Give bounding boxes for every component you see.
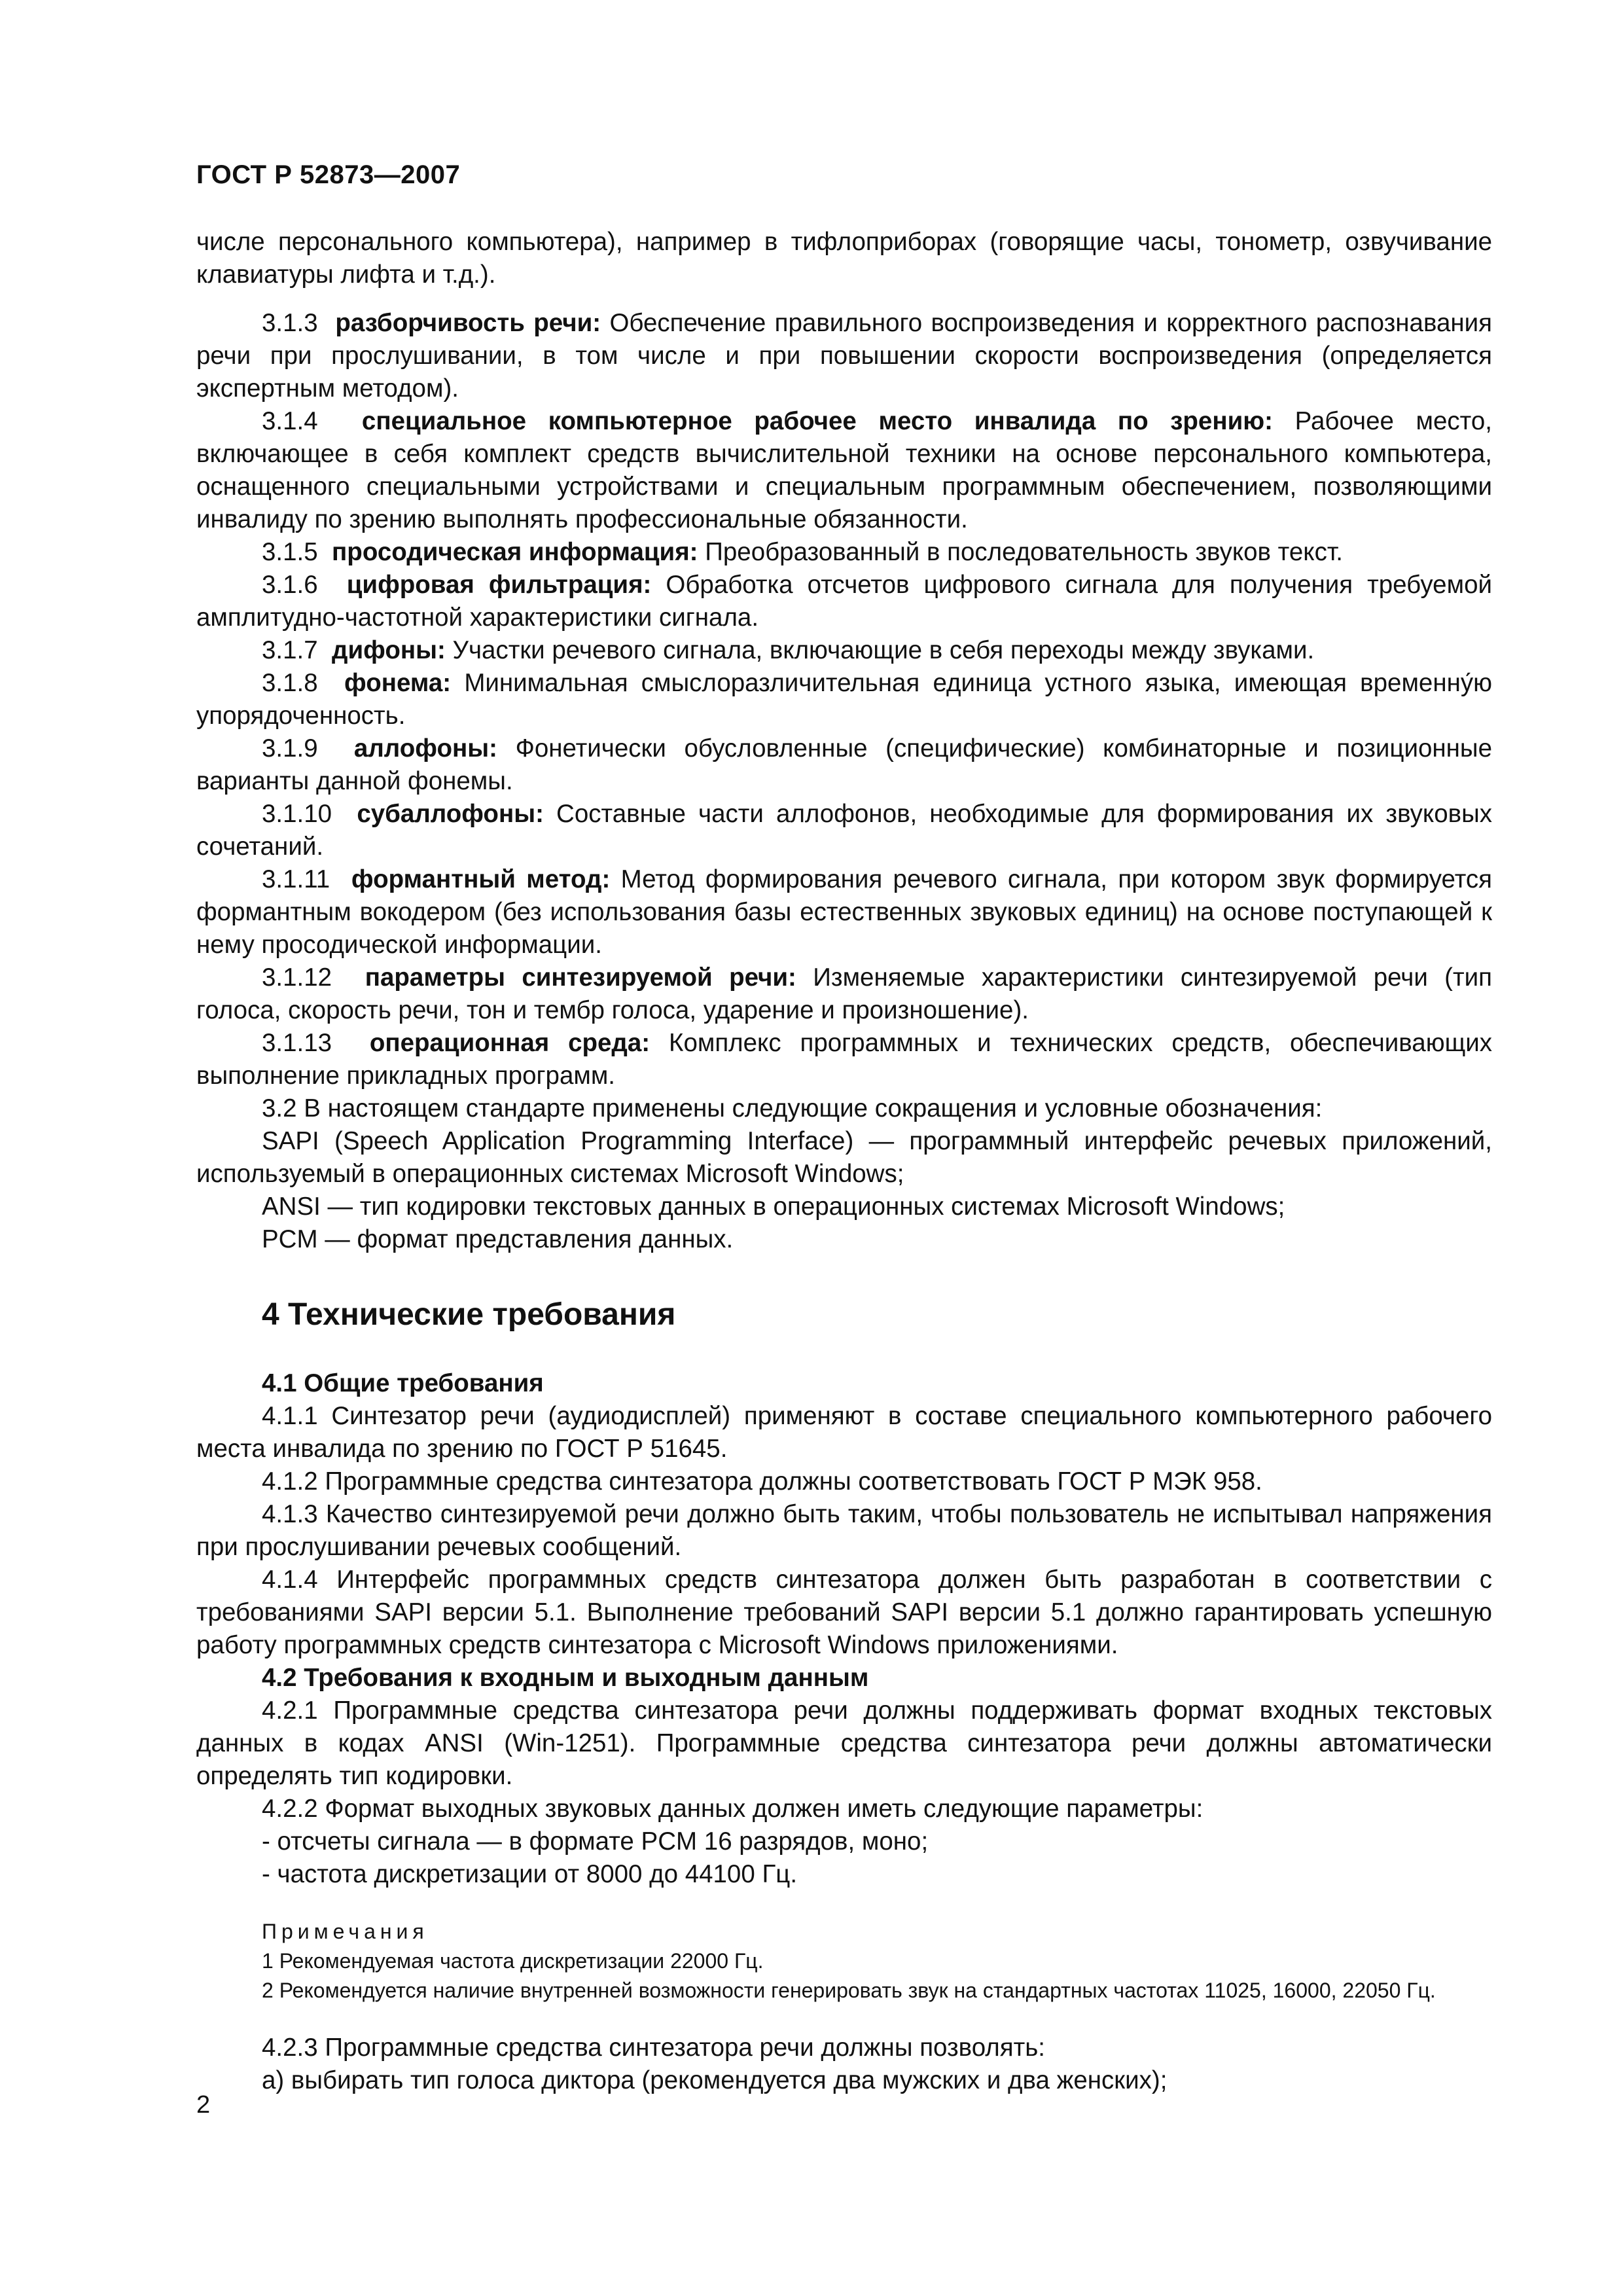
paragraph-4-1-1: 4.1.1 Синтезатор речи (аудиодисплей) применяют в составе специального компьютерного рабочего места инвалида по зрению по ГОСТ Р 51645. xyxy=(196,1402,1492,1463)
term-3-1-10: 3.1.10 субаллофоны: Составные части аллофонов, необходимые для формирования их звуковых сочетаний. xyxy=(196,800,1492,861)
page-number: 2 xyxy=(196,2091,211,2119)
term-3-1-11: 3.1.11 формантный метод: Метод формирования речевого сигнала, при котором звук формируется формантным вокодером (без использования базы естественных звуковых единиц) на основе поступающей к нему просодической информации. xyxy=(196,865,1492,959)
document-body xyxy=(196,226,1492,2097)
continuation-paragraph: числе персонального компьютера), например в тифлоприборах (говорящие часы, тонометр, озвучивание клавиатуры лифта и т.д.). xyxy=(196,228,1492,289)
term-3-1-7: 3.1.7 дифоны: Участки речевого сигнала, включающие в себя переходы между звуками. xyxy=(262,636,1315,664)
list-item-sample-rate: - частота дискретизации от 8000 до 44100 Гц. xyxy=(262,1860,798,1888)
paragraph-4-2-3: 4.2.3 Программные средства синтезатора речи должны позволять: xyxy=(262,2034,1045,2062)
abbreviation-sapi: SAPI (Speech Application Programming Interface) — программный интерфейс речевых приложений, используемый в операционных системах Microsoft Windows; xyxy=(196,1127,1492,1188)
paragraph-4-2-2: 4.2.2 Формат выходных звуковых данных должен иметь следующие параметры: xyxy=(262,1795,1204,1823)
abbreviation-pcm: PCM — формат представления данных. xyxy=(262,1225,734,1253)
list-item-voice-type: а) выбирать тип голоса диктора (рекомендуется два мужских и два женских); xyxy=(262,2066,1168,2094)
paragraph-4-2-1: 4.2.1 Программные средства синтезатора речи должны поддерживать формат входных текстовых данных в кодах ANSI (Win-1251). Программные средства синтезатора речи должны автоматически определять тип кодировки. xyxy=(196,1696,1492,1790)
list-item-sample-format: - отсчеты сигнала — в формате PCM 16 разрядов, моно; xyxy=(262,1827,929,1856)
term-3-1-5: 3.1.5 просодическая информация: Преобразованный в последовательность звуков текст. xyxy=(262,538,1343,566)
note-2: 2 Рекомендуется наличие внутренней возможности генерировать звук на стандартных частотах 11025, 16000, 22050 Гц. xyxy=(262,1979,1436,2002)
term-3-1-8: 3.1.8 фонема: Минимальная смыслоразличительная единица устного языка, имеющая временну́ю упорядоченность. xyxy=(196,669,1492,730)
terms-list xyxy=(196,307,1492,1092)
subsection-4-1-heading: 4.1 Общие требования xyxy=(262,1369,544,1397)
abbreviations-intro: 3.2 В настоящем стандарте применены следующие сокращения и условные обозначения: xyxy=(262,1094,1323,1122)
paragraph-4-1-2: 4.1.2 Программные средства синтезатора должны соответствовать ГОСТ Р МЭК 958. xyxy=(262,1467,1262,1496)
term-3-1-12: 3.1.12 параметры синтезируемой речи: Изменяемые характеристики синтезируемой речи (тип голоса, скорость речи, тон и тембр голоса, ударение и произношение). xyxy=(196,963,1492,1024)
term-3-1-9: 3.1.9 аллофоны: Фонетически обусловленные (специфические) комбинаторные и позиционные варианты данной фонемы. xyxy=(196,734,1492,795)
section-4-title: 4 Технические требования xyxy=(262,1297,676,1332)
notes-heading: Примечания xyxy=(262,1920,429,1943)
note-1: 1 Рекомендуемая частота дискретизации 22000 Гц. xyxy=(262,1949,764,1973)
term-3-1-13: 3.1.13 операционная среда: Комплекс программных и технических средств, обеспечивающих выполнение прикладных программ. xyxy=(196,1029,1493,1090)
term-3-1-3: 3.1.3 разборчивость речи: Обеспечение правильного воспроизведения и корректного распознавания речи при прослушивании, в том числе и при повышении скорости воспроизведения (определяется экспертным методом). xyxy=(196,309,1492,403)
document-code-header: ГОСТ Р 52873—2007 xyxy=(196,160,461,189)
subsection-4-2-heading: 4.2 Требования к входным и выходным данным xyxy=(262,1664,869,1692)
abbreviation-ansi: ANSI — тип кодировки текстовых данных в операционных системах Microsoft Windows; xyxy=(262,1193,1285,1221)
paragraph-4-1-4: 4.1.4 Интерфейс программных средств синтезатора должен быть разработан в соответствии с требованиями SAPI версии 5.1. Выполнение требований SAPI версии 5.1 должно гарантировать успешную работу программных средств синтезатора с Microsoft Windows приложениями. xyxy=(196,1566,1492,1659)
term-3-1-6: 3.1.6 цифровая фильтрация: Обработка отсчетов цифрового сигнала для получения требуемой амплитудно-частотной характеристики сигнала. xyxy=(196,571,1492,632)
term-3-1-4: 3.1.4 специальное компьютерное рабочее место инвалида по зрению: Рабочее место, включающее в себя комплект средств вычислительной техники на основе персонального компьютера, оснащенного специальными устройствами и специальным программным обеспечением, позволяющими инвалиду по зрению выполнять профессиональные обязанности. xyxy=(196,407,1492,533)
paragraph-4-1-3: 4.1.3 Качество синтезируемой речи должно быть таким, чтобы пользователь не испытывал напряжения при прослушивании речевых сообщений. xyxy=(196,1500,1492,1561)
